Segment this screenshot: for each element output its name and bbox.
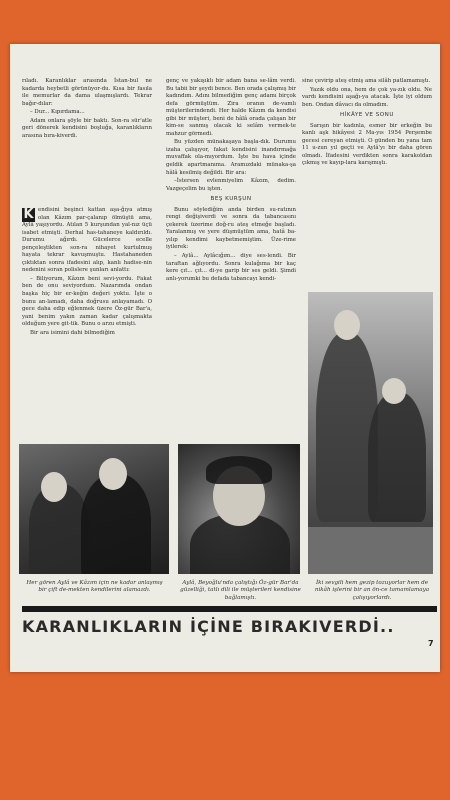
column-1-top [22,78,152,141]
face [334,310,360,340]
paragraph: Yazık oldu ona, hem de çok ya-zık oldu. Ne vardı kendisini aşağı-ya atacak. İşte iyi oldum ben. Ondan dâvacı da olmadım. [302,86,432,108]
paragraph: Sarışın bir kadınla, esmer bir erkeğin bu kanlı aşk hikâyesi 2 Ma-yıs 1954 Perşembe gecesi cereyan etmişti. O günden bu yana tam 11 u-zun yıl geçti ve Aylâ'yı bir daha gören olmadı. İfadesini verdikten sonra karakoldan çıkmış ve kayıp-lara karışmıştı. [302,122,432,167]
paragraph: Bunu söylediğim anda birden su-ratının rengi değişiverdi ve sonra da tabancasını çekerek üzerime doğ-ru ateş etmeğe başladı. Yaralanmış ve yere düşmüştüm ama, hatâ ba-yılıp kendimi kaybetmemiştim. Üze-rime iyilerek: [166,206,296,251]
paragraph: –İstersen evlenmiyelim Kâzım, dedim. Vazgeçelim bu işten. [166,178,296,192]
column-1-bottom [22,207,152,338]
paragraph: – Biliyorum, Kâzım beni sevi-yordu. Fakat ben de onu seviyordum. Nazarımda ondan başka hiç bir er-keğin değeri yoktu. İşte o bunu an-lamadı, daha doğrusu anlayamadı. O gece daha edip eğlenmek üzere Öz-gür Bar'a, yani benim yakın zaman kadar çalışmakta olduğum yere git-tik. Bunu o arzu etmişti. [22,275,152,328]
paragraph: Adam onlara şöyle bir baktı. Son-ra sür'atle geri dönerek kendisini boşluğa, karanlıkların arasına bıra-kiverdi. [22,117,152,139]
headline: KARANLIKLARIN İÇİNE BIRAKIVERDİ.. [22,617,395,636]
photo-woman-portrait [178,444,300,574]
magazine-page [10,44,440,672]
hair [206,456,272,484]
paragraph: Bu yüzden münakaşaya başla-dık. Durumu izaha çalışıyor, fakat kendisini inandırmağa muvaffak ola-mıyordum. İşte bu hava içinde geldik apartmanıma. Aramızdaki münaka-şa hâlâ kesilmiş değildi. Bir ara: [166,139,296,176]
paragraph: K endisini beşinci kattan aşa-ğıya atmış olan Kâzım par-çalanıp ölmüştü ama, Aylâ yaşıyordu. Atılan 5 kurşundan yal-nız üçü isabet etmişti. Derhal has-tahaneye kaldırıldı. Durumu ağırdı. Gücelerce ecelle pençeleştikten son-ra nihayet kurtulmuş hayata tekrar kavuşmuştu. Hastahaneden çıktıktan sonra ifadesini alıp, kanlı hadise-nin nedenini soran polislere şunları anlattı: [22,207,152,274]
face [382,378,406,404]
photo-caption: Aylâ, Beyoğlu'nda çalıştığı Öz-gür Bar'da güzelliği, tatlı dili ile müşterileri kendisine bağlamıştı. [180,580,301,601]
drop-cap: K [23,207,34,222]
photo-couple-dancing [19,444,169,574]
subheading: BEŞ KURŞUN [210,196,252,203]
paragraph: – Dur... Kıpırdama... [30,109,85,116]
page-number: 7 [428,639,434,648]
photo-caption: İki sevgili hem gezip tozuyorlar hem de nikâh işlerini bir an ön-ce tamamlamaya çalışıyorlardı. [314,580,430,601]
headline-rule [22,606,437,612]
paragraph: genç ve yakışıklı bir adam bana se-lâm verdi. Bu tabii bir şeydi bence. Ben orada çalışmış bir kadındım. Adını bilmediğim genç adamı birçok defa görmüştüm. Zira oranın de-vamlı müşterilerindendi. Her halde Kâzım da kendisi gibi bir müşteri, beni de hâlâ orada çalışan bir kim-se sanmış olacak ki selâm vermek-te mahzur görmedi. [166,78,296,137]
photo-caption: Her gören Aylâ ve Kâzım için ne kadar anlaşmış bir çift de-mekten kendilerini alamazdı. [26,580,163,594]
figure-woman [368,392,426,522]
face [99,458,127,490]
face [41,472,67,502]
photo-couple-outdoors [308,292,433,574]
paragraph: Bir ara isimini dahi bilmediğim [30,329,115,336]
subheading: HİKÂYE VE SONU [340,112,394,119]
column-3 [302,78,432,169]
paragraph: – Aylâ... Aylâcığım... diye ses-lendi. Bir taraftan ağlıyordu. Sonra kulağıma bir kaç kere çıt... çıt... di-ye garip bir ses geldi. Şimdi anlı-yorumki bu defada tabancayı kendi- [166,253,296,282]
column-2 [166,78,296,284]
paragraph: sine çevirip ateş etmiş ama silâh patlamamıştı. [302,78,431,84]
paragraph: rıladı. Karanlıklar arasında İstan-bul ne kadarda heybetli görünüyor-du. Kısa bir fasıla ile memurlar da dama ulaşmışlardı. Tekrar bağır-dılar: [22,78,152,107]
rocks [308,527,433,574]
